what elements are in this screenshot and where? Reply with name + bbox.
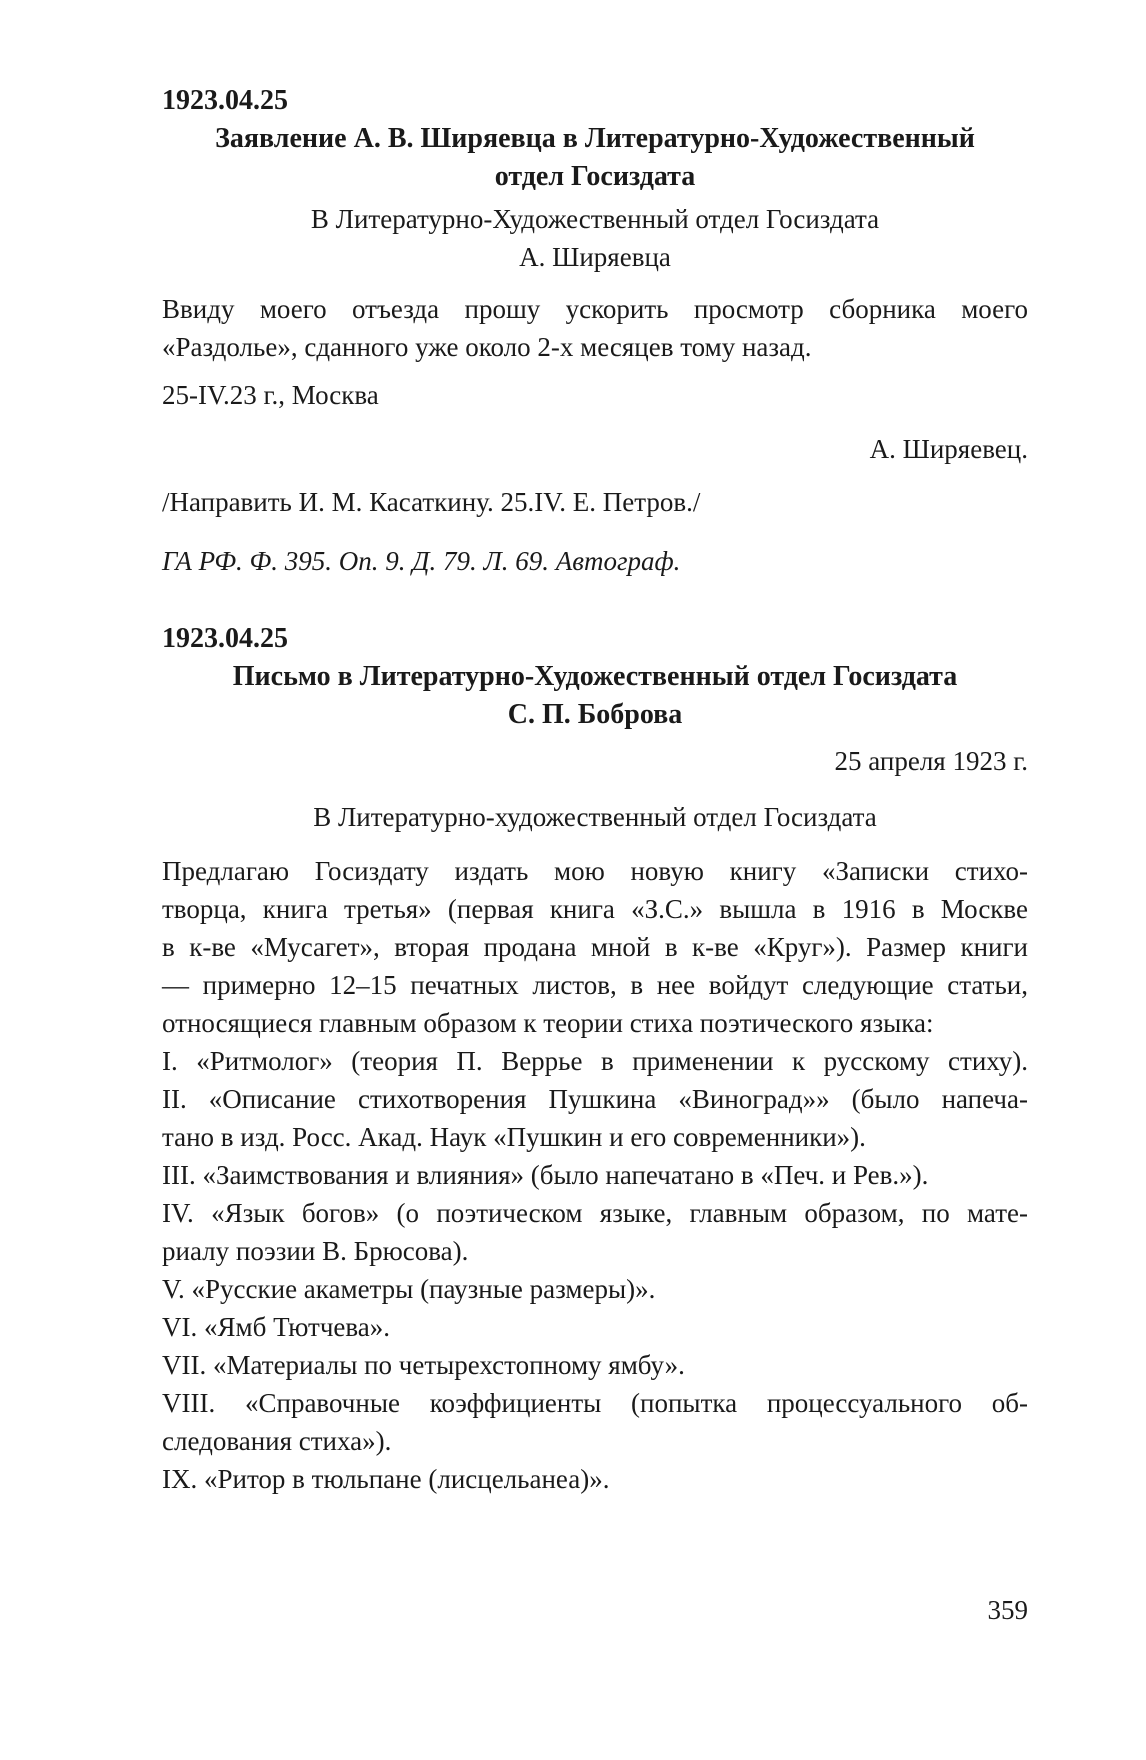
doc2-body-line: Предлагаю Госиздату издать мою новую книгу «Записки стихо- <box>162 856 1028 886</box>
doc2-title-line2: С. П. Боброва <box>507 699 683 730</box>
doc1-signature <box>162 430 1028 468</box>
list-item: VIII. «Справочные коэффициенты (попытка процессуального об- <box>162 1388 1028 1418</box>
list-item: IX. «Ритор в тюльпане (лисцельанеа)». <box>162 1464 610 1494</box>
doc1-source-text: ГА РФ. Ф. 395. Оп. 9. Д. 79. Л. 69. Автограф. <box>162 546 681 576</box>
list-item: V. «Русские акаметры (паузные размеры)». <box>162 1274 656 1304</box>
doc2-body-line: — примерно 12–15 печатных листов, в нее войдут следующие статьи, <box>162 970 1028 1000</box>
doc1-address-line2: А. Ширяевца <box>519 242 671 272</box>
doc2-body-line: в к-ве «Мусагет», вторая продана мной в к-ве «Круг»). Размер книги <box>162 932 1028 962</box>
doc2-body <box>162 852 1028 1498</box>
doc1-address <box>162 200 1028 276</box>
doc1-date-place-text: 25-IV.23 г., Москва <box>162 380 379 410</box>
list-item: IV. «Язык богов» (о поэтическом языке, главным образом, по мате- <box>162 1198 1028 1228</box>
doc1-title-line2: отдел Госиздата <box>494 161 696 192</box>
doc1-resolution-text: /Направить И. М. Касаткину. 25.IV. Е. Петров./ <box>162 487 701 517</box>
doc2-body-line: относящиеся главным образом к теории стиха поэтического языка: <box>162 1008 934 1038</box>
list-item: риалу поэзии В. Брюсова). <box>162 1236 469 1266</box>
doc2-title-line1: Письмо в Литературно-Художественный отдел Госиздата <box>232 661 958 692</box>
doc2-address-text: В Литературно-художественный отдел Госиздата <box>313 802 877 832</box>
list-item: I. «Ритмолог» (теория П. Веррье в применении к русскому стиху). <box>162 1046 1028 1076</box>
doc1-body <box>162 290 1028 366</box>
doc1-body-line1: Ввиду моего отъезда прошу ускорить просмотр сборника моего <box>162 294 1028 324</box>
doc1-body-line2: «Раздолье», сданного уже около 2-х месяцев тому назад. <box>162 332 812 362</box>
doc1-date: 1923.04.25 <box>162 85 288 116</box>
list-item: VII. «Материалы по четырехстопному ямбу». <box>162 1350 685 1380</box>
list-item: тано в изд. Росс. Акад. Наук «Пушкин и его современники»). <box>162 1122 866 1152</box>
doc1-source <box>162 542 1028 580</box>
doc2-date: 1923.04.25 <box>162 623 288 654</box>
list-item: следования стиха»). <box>162 1426 392 1456</box>
doc1-title-line1: Заявление А. В. Ширяевца в Литературно-Художественный <box>215 123 975 154</box>
list-item: II. «Описание стихотворения Пушкина «Виноград»» (было напеча- <box>162 1084 1028 1114</box>
doc1-address-line1: В Литературно-Художественный отдел Госиздата <box>310 204 880 234</box>
doc2-letter-date <box>162 742 1028 780</box>
list-item: III. «Заимствования и влияния» (было напечатано в «Печ. и Рев.»). <box>162 1160 929 1190</box>
doc2-address <box>162 798 1028 836</box>
doc2-letter-date-text: 25 апреля 1923 г. <box>834 746 1028 776</box>
doc1-date-place <box>162 376 1028 414</box>
page-number: 359 <box>987 1595 1028 1625</box>
list-item: VI. «Ямб Тютчева». <box>162 1312 391 1342</box>
doc1-resolution <box>162 483 1028 521</box>
document-1 <box>162 82 1028 196</box>
doc2-body-line: творца, книга третья» (первая книга «З.С.» вышла в 1916 в Москве <box>162 894 1028 924</box>
document-2 <box>162 620 1028 734</box>
doc1-signature-text: А. Ширяевец. <box>869 434 1028 464</box>
